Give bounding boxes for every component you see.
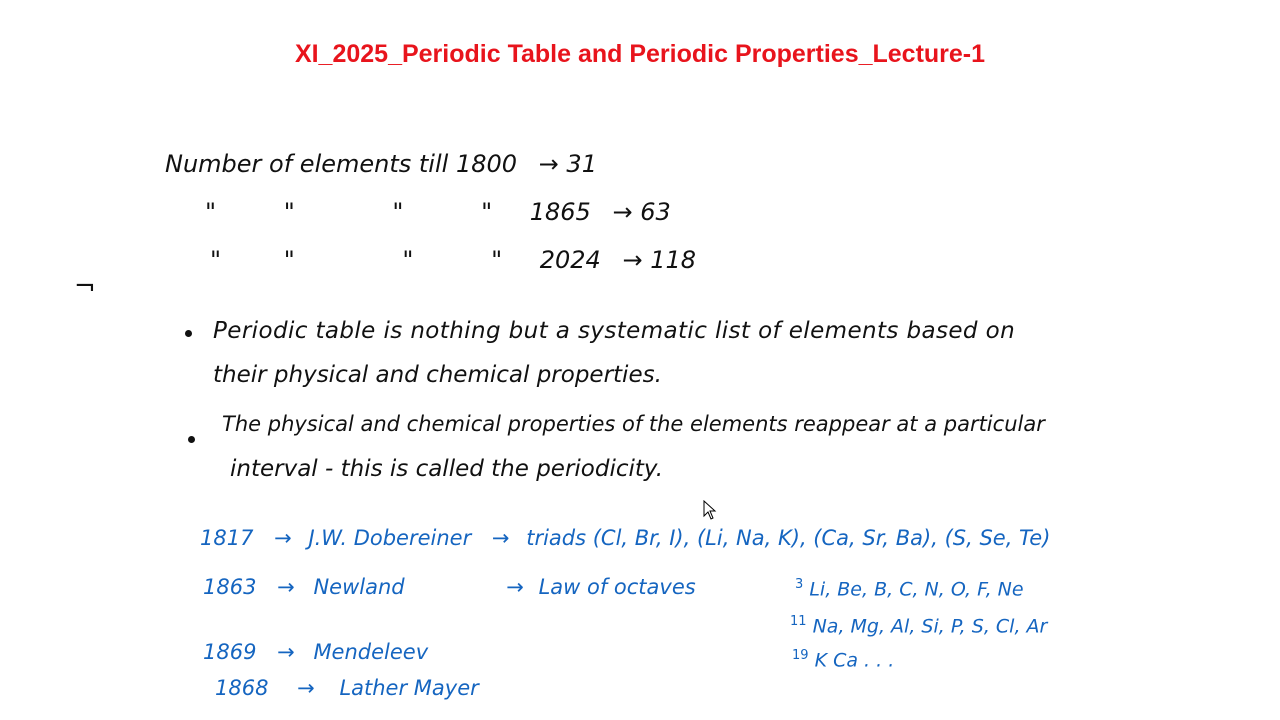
history-note: triads (Cl, Br, I), (Li, Na, K), (Ca, Sr, Ba), (S, Se, Te) bbox=[526, 526, 1051, 550]
bullet-1-line-2: their physical and chemical properties. bbox=[213, 362, 662, 388]
arrow-icon: → bbox=[612, 198, 633, 226]
ditto-mark: " bbox=[205, 198, 217, 226]
arrow-icon: → bbox=[538, 150, 559, 178]
bullet-dot bbox=[185, 330, 192, 337]
count-value: 118 bbox=[650, 246, 697, 274]
atomic-number: 19 bbox=[792, 648, 809, 663]
count-value: 63 bbox=[640, 198, 671, 226]
ditto-mark: " bbox=[491, 246, 503, 274]
ditto-mark: " bbox=[481, 198, 493, 226]
lecture-title: XI_2025_Periodic Table and Periodic Properties_Lecture-1 bbox=[294, 40, 986, 68]
count-value: 31 bbox=[566, 150, 597, 178]
arrow-icon: → bbox=[491, 526, 510, 550]
arrow-icon: → bbox=[506, 575, 524, 599]
octave-row-1 bbox=[795, 577, 1024, 600]
count-row-1865 bbox=[205, 198, 671, 226]
arrow-icon: → bbox=[622, 246, 643, 274]
history-name: J.W. Dobereiner bbox=[308, 526, 472, 550]
history-row-1869 bbox=[203, 640, 428, 664]
arrow-icon: → bbox=[297, 676, 315, 700]
bullet-1-line-1: Periodic table is nothing but a systematic list of elements based on bbox=[213, 318, 1016, 344]
margin-mark: ¬ bbox=[74, 272, 96, 302]
count-text: Number of elements till 1800 bbox=[165, 150, 518, 178]
ditto-mark: " bbox=[283, 246, 295, 274]
ditto-mark: " bbox=[402, 246, 414, 274]
history-year: 1863 bbox=[203, 575, 257, 599]
octave-row-3 bbox=[792, 648, 894, 671]
history-year: 1868 bbox=[215, 676, 269, 700]
history-year: 1869 bbox=[203, 640, 257, 664]
ditto-mark: " bbox=[210, 246, 222, 274]
bullet-2-line-2: interval - this is called the periodicity. bbox=[230, 456, 664, 482]
count-row-2024 bbox=[210, 246, 696, 274]
octave-elements: K Ca . . . bbox=[814, 649, 895, 672]
history-name: Lather Mayer bbox=[339, 676, 479, 700]
bullet-2-line-1: The physical and chemical properties of the elements reappear at a particular bbox=[222, 412, 1045, 436]
bullet-dot bbox=[188, 436, 195, 443]
ditto-mark: " bbox=[283, 198, 295, 226]
history-name: Mendeleev bbox=[313, 640, 429, 664]
count-year: 2024 bbox=[539, 246, 601, 274]
history-name: Newland bbox=[313, 575, 405, 599]
ditto-mark: " bbox=[392, 198, 404, 226]
history-row-1863 bbox=[203, 575, 696, 599]
arrow-icon: → bbox=[277, 640, 295, 664]
octave-elements: Na, Mg, Al, Si, P, S, Cl, Ar bbox=[812, 615, 1048, 638]
history-note: Law of octaves bbox=[538, 575, 696, 599]
arrow-icon: → bbox=[277, 575, 295, 599]
history-year: 1817 bbox=[200, 526, 254, 550]
history-row-1817 bbox=[200, 526, 1050, 550]
count-row-1800 bbox=[165, 150, 597, 178]
octave-row-2 bbox=[790, 614, 1047, 637]
octave-elements: Li, Be, B, C, N, O, F, Ne bbox=[809, 578, 1024, 601]
atomic-number: 11 bbox=[790, 614, 807, 629]
count-year: 1865 bbox=[529, 198, 591, 226]
mouse-cursor-icon bbox=[703, 500, 717, 520]
atomic-number: 3 bbox=[795, 577, 804, 592]
history-row-1868 bbox=[215, 676, 479, 700]
arrow-icon: → bbox=[274, 526, 292, 550]
